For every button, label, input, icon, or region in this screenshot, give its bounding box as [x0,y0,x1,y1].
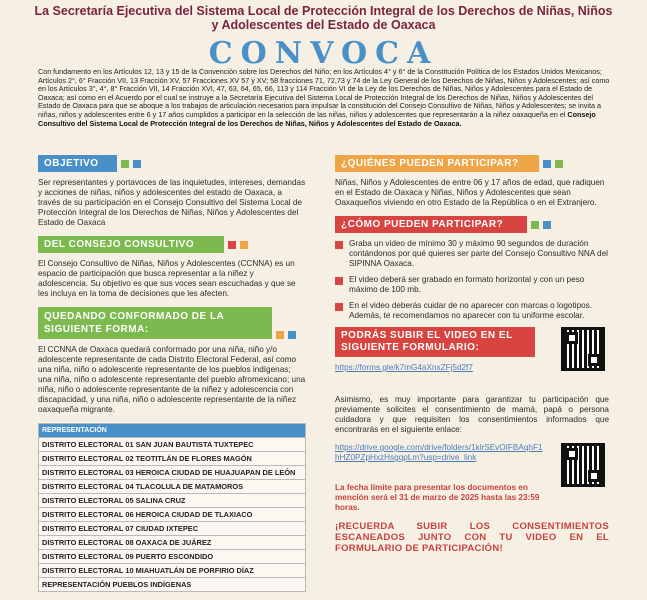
subir-heading [335,327,535,357]
table-row [39,550,306,564]
table-row [39,522,306,536]
intro-paragraph [38,68,610,128]
right-column [335,155,609,554]
subir-section [335,327,609,389]
left-column [38,155,306,592]
como-title: ¿CÓMO PUEDEN PARTICIPAR? [335,216,527,233]
intro-text: Con fundamento en los Artículos 12, 13 y 15 de la Convención sobre los Derechos del Niño; en los Artículos 4° y 6° de la Constitución Política de los Estados Unidos Mexicanos; Artículos 2°, 6° Fracción VII, 13 Fracción XV, 57 Fracciones XV 57 y XV; 58 fracciones 71, 72,73 y 74 de la Ley General de los Derechos de Niñas, Niños y Adolescentes; así como en los Artículos 3°, 4°, 8° Fracción VII, 14 Fracción XVI, 47, 63, 64, 65, 66, 113 y 114 Fracción VI de la Ley de los Derechos de Niñas, Niños y Adolescentes para el Estado de Oaxaca; así como en el Acuerdo por el cual se instruye a la Secretaría Ejecutiva del Sistema Local de Protección Integral de los Derechos de Niñas, Niños y Adolescentes del Estado de Oaxaca para que se aboque a los trabajos de articulación necesarios para impulsar la constitución del Consejo Consultivo de Niñas, Niños y Adolescentes; se invita a niñas, niños y adolescentes entre 6 y 17 años cumplidos a participar en la selección de las niñas, niños y adolescentes que representarán a la niñez oaxaqueña en el [38,67,610,119]
convoca-title: CONVOCA [208,36,439,71]
consentimiento-text: Asimismo, es muy importante para garantizar tu participación que previamente solicites el consentimiento de mamá, papá o persona cuidadora y que requisiten los consentimientos informados que encontrarás en el siguiente enlace: [335,395,609,434]
deco-square [240,241,248,249]
quienes-text: Niñas, Niños y Adolescentes de entre 06 y 17 años de edad, que radiquen en el Estado de Oaxaca y Niñas, Niños y Adolescentes que sean Oaxaqueños viviendo en otro Estado de la República o en el Extranjero. [335,178,605,207]
quienes-heading [335,155,609,172]
deco-square [531,221,539,229]
como-heading [335,216,609,233]
deadline-text: La fecha límite para presentar los documentos en mención será el 31 de marzo de 2025 hasta las 23:59 horas. [335,483,540,512]
consejo-title: DEL CONSEJO CONSULTIVO [38,236,224,253]
conformado-text: El CCNNA de Oaxaca quedará conformado por una niña, niño y/o adolescente representante de cada Distrito Electoral Federal, así como una niña, niño o adolescente representante de los pueblos indígenas; una niña, niño o adolescente representante del pueblo afromexicano; una niña, niño o adolescente representante de la niñez y adolescencia con discapacidad, y una niña, niño o adolescente representante de la niñez oaxaqueña migrante. [38,345,306,414]
consejo-text: El Consejo Consultivo de Niñas, Niños y Adolescentes (CCNNA) es un espacio de participación que busca representar a la niñez y adolescencia. Su objetivo es que sus voces sean escuchadas y que se les incluya en la toma de decisiones que les afecten. [38,259,296,298]
bullet-square [335,303,343,311]
table-cell: DISTRITO ELECTORAL 05 SALINA CRUZ [39,494,306,508]
deco-square [276,331,284,339]
representation-table [38,423,306,592]
bullet-text: En el video deberás cuidar de no aparecer con marcas o logotipos. Además, te recomendamos no aparecer con tu uniforme escolar. [349,301,593,320]
table-header: REPRESENTACIÓN [39,424,306,438]
deco-square [555,160,563,168]
drive-link[interactable]: https://drive.google.com/drive/folders/1klrSEvOIFBAqhF1hHZ0PZpHxzHsgqpLm?usp=drive_link [335,443,543,462]
como-bullet [335,275,609,295]
table-row [39,494,306,508]
deco-square [228,241,236,249]
table-header-row [39,424,306,438]
conformado-heading [38,307,306,339]
subir-title: PODRÁS SUBIR EL VIDEO EN EL SIGUIENTE FORMULARIO: [335,327,535,357]
como-bullet [335,239,609,269]
table-row [39,508,306,522]
deco-square [543,160,551,168]
final-reminder: ¡RECUERDA SUBIR LOS CONSENTIMIENTOS ESCANEADOS JUNTO CON TU VIDEO EN EL FORMULARIO DE PARTICIPACIÓN! [335,521,609,554]
objetivo-title: OBJETIVO [38,155,117,172]
deco-square [288,331,296,339]
table-cell: DISTRITO ELECTORAL 08 OAXACA DE JUÁREZ [39,536,306,550]
table-cell: DISTRITO ELECTORAL 07 CIUDAD IXTEPEC [39,522,306,536]
table-cell: DISTRITO ELECTORAL 10 MIAHUATLÁN DE PORFIRIO DÍAZ [39,564,306,578]
quienes-title: ¿QUIÉNES PUEDEN PARTICIPAR? [335,155,539,172]
deco-square [133,160,141,168]
como-bullet [335,301,609,321]
table-cell: DISTRITO ELECTORAL 01 SAN JUAN BAUTISTA TUXTEPEC [39,438,306,452]
table-cell: DISTRITO ELECTORAL 02 TEOTITLÁN DE FLORES MAGÓN [39,452,306,466]
bullet-text: El video deberá ser grabado en formato horizontal y con un peso máximo de 100 mb. [349,275,585,294]
objetivo-text: Ser representantes y portavoces de las inquietudes, intereses, demandas y acciones de niñas, niños y adolescentes del estado de Oaxaca, a través de su participación en el Consejo Consultivo del Sistema Local de Protección Integral de los Derechos de Niñas, Niños y Adolescentes del Estado de Oaxaca [38,178,306,227]
table-row [39,578,306,592]
drive-section [335,443,609,483]
deco-square [543,221,551,229]
table-row [39,466,306,480]
table-row [39,480,306,494]
bullet-square [335,241,343,249]
table-row [39,438,306,452]
table-cell: DISTRITO ELECTORAL 04 TLACOLULA DE MATAMOROS [39,480,306,494]
table-cell: REPRESENTACIÓN PUEBLOS INDÍGENAS [39,578,306,592]
intro-bold: Consejo Consultivo del Sistema Local de Protección Integral de los Derechos de Niñas, Niños y Adolescentes del Estado de Oaxaca. [38,109,596,128]
table-cell: DISTRITO ELECTORAL 03 HEROICA CIUDAD DE HUAJUAPAN DE LEÓN [39,466,306,480]
qr-code-drive [561,443,605,487]
table-cell: DISTRITO ELECTORAL 06 HEROICA CIUDAD DE TLAXIACO [39,508,306,522]
bullet-text: Graba un video de mínimo 30 y máximo 90 segundos de duración contándonos por qué quieres ser parte del Consejo Consultivo NNA del SIPINNA Oaxaca. [349,239,608,268]
conformado-title: QUEDANDO CONFORMADO DE LA SIGUIENTE FORMA: [38,307,272,339]
qr-code-form [561,327,605,371]
objetivo-heading [38,155,306,172]
header-title: La Secretaría Ejecutiva del Sistema Local de Protección Integral de los Derechos de Niñas, Niños y Adolescentes del Estado de Oaxaca [34,4,613,32]
deco-square [121,160,129,168]
table-row [39,452,306,466]
table-row [39,536,306,550]
form-link[interactable]: https://forms.gle/k7mG4aXnxZFj5d2f7 [335,363,473,372]
table-cell: DISTRITO ELECTORAL 09 PUERTO ESCONDIDO [39,550,306,564]
consejo-heading [38,236,306,253]
table-row [39,564,306,578]
bullet-square [335,277,343,285]
